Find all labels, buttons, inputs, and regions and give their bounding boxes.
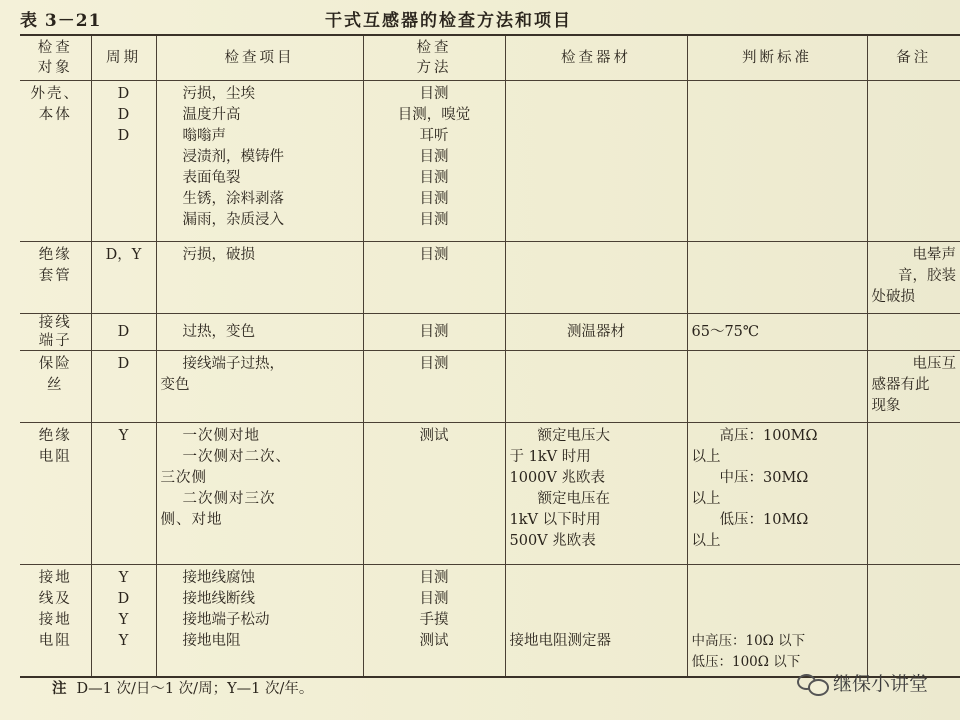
cell-remarks: 电压互 感器有此 现象 — [867, 351, 960, 423]
cell-period: D，Y — [91, 242, 156, 314]
cell-items: 污损，破损 — [156, 242, 363, 314]
cell-methods: 目测 — [363, 351, 505, 423]
cell-object: 接地 线及 接地 电阻 — [20, 565, 91, 678]
cell-equipment: 额定电压大 于 1kV 时用 1000V 兆欧表 额定电压在 1kV 以下时用 500V 兆欧表 — [505, 423, 687, 565]
cell-period: D — [91, 314, 156, 351]
header-object: 检查 对象 — [20, 35, 91, 81]
table-row-ground — [20, 565, 960, 678]
cell-equipment — [505, 81, 687, 242]
table-row-bushing — [20, 242, 960, 314]
cell-period: Y D Y Y — [91, 565, 156, 678]
cell-remarks — [867, 423, 960, 565]
cell-criteria: 65～75℃ — [687, 314, 867, 351]
table-number: 表 3－21 — [20, 11, 102, 31]
cell-remarks: 电晕声 音，胶装 处破损 — [867, 242, 960, 314]
cell-methods: 测试 — [363, 423, 505, 565]
table-note — [52, 677, 313, 698]
cell-equipment — [505, 351, 687, 423]
cell-equipment — [505, 242, 687, 314]
cell-criteria: 中高压：10Ω 以下 低压：100Ω 以下 — [687, 565, 867, 678]
cell-equipment: 接地电阻测定器 — [505, 565, 687, 678]
header-criteria: 判断标准 — [687, 35, 867, 81]
cell-criteria — [687, 242, 867, 314]
cell-methods: 目测 目测，嗅觉 耳听 目测 目测 目测 目测 — [363, 81, 505, 242]
cell-period: Y — [91, 423, 156, 565]
header-equipment: 检查器材 — [505, 35, 687, 81]
watermark-text: 继保小讲堂 — [832, 673, 928, 695]
table-row-terminal — [20, 314, 960, 351]
header-remarks: 备注 — [867, 35, 960, 81]
wechat-icon — [797, 672, 827, 694]
cell-object: 绝缘 套管 — [20, 242, 91, 314]
cell-items: 污损，尘埃 温度升高 嗡嗡声 浸渍剂，模铸件 表面龟裂 生锈，涂料剥落 漏雨，杂质浸入 — [156, 81, 363, 242]
cell-period: D D D — [91, 81, 156, 242]
cell-items: 接线端子过热， 变色 — [156, 351, 363, 423]
cell-object: 接线 端子 — [20, 314, 91, 351]
watermark — [797, 669, 928, 696]
cell-items: 一次侧对地 一次侧对二次、 三次侧 二次侧对三次 侧、对地 — [156, 423, 363, 565]
cell-methods: 目测 — [363, 314, 505, 351]
cell-methods: 目测 — [363, 242, 505, 314]
cell-criteria — [687, 351, 867, 423]
cell-methods: 目测 目测 手摸 测试 — [363, 565, 505, 678]
cell-object: 绝缘 电阻 — [20, 423, 91, 565]
cell-remarks — [867, 565, 960, 678]
inspection-table — [20, 34, 960, 678]
header-period: 周期 — [91, 35, 156, 81]
cell-object: 外壳、 本体 — [20, 81, 91, 242]
note-label: 注 — [52, 680, 67, 697]
header-method: 检查 方法 — [363, 35, 505, 81]
cell-object: 保险 丝 — [20, 351, 91, 423]
cell-equipment: 测温器材 — [505, 314, 687, 351]
cell-criteria — [687, 81, 867, 242]
note-text: D—1 次/日～1 次/周；Y—1 次/年。 — [76, 681, 314, 697]
cell-items: 接地线腐蚀 接地线断线 接地端子松动 接地电阻 — [156, 565, 363, 678]
cell-criteria: 高压：100MΩ 以上 中压：30MΩ 以上 低压：10MΩ 以上 — [687, 423, 867, 565]
cell-period: D — [91, 351, 156, 423]
header-row — [20, 35, 960, 81]
table-row-fuse — [20, 351, 960, 423]
table-caption — [20, 6, 940, 30]
cell-remarks — [867, 81, 960, 242]
table-row-insulation — [20, 423, 960, 565]
header-item: 检查项目 — [156, 35, 363, 81]
table-title: 干式互感器的检查方法和项目 — [325, 11, 572, 31]
cell-items: 过热，变色 — [156, 314, 363, 351]
cell-remarks — [867, 314, 960, 351]
table-row-body — [20, 81, 960, 242]
